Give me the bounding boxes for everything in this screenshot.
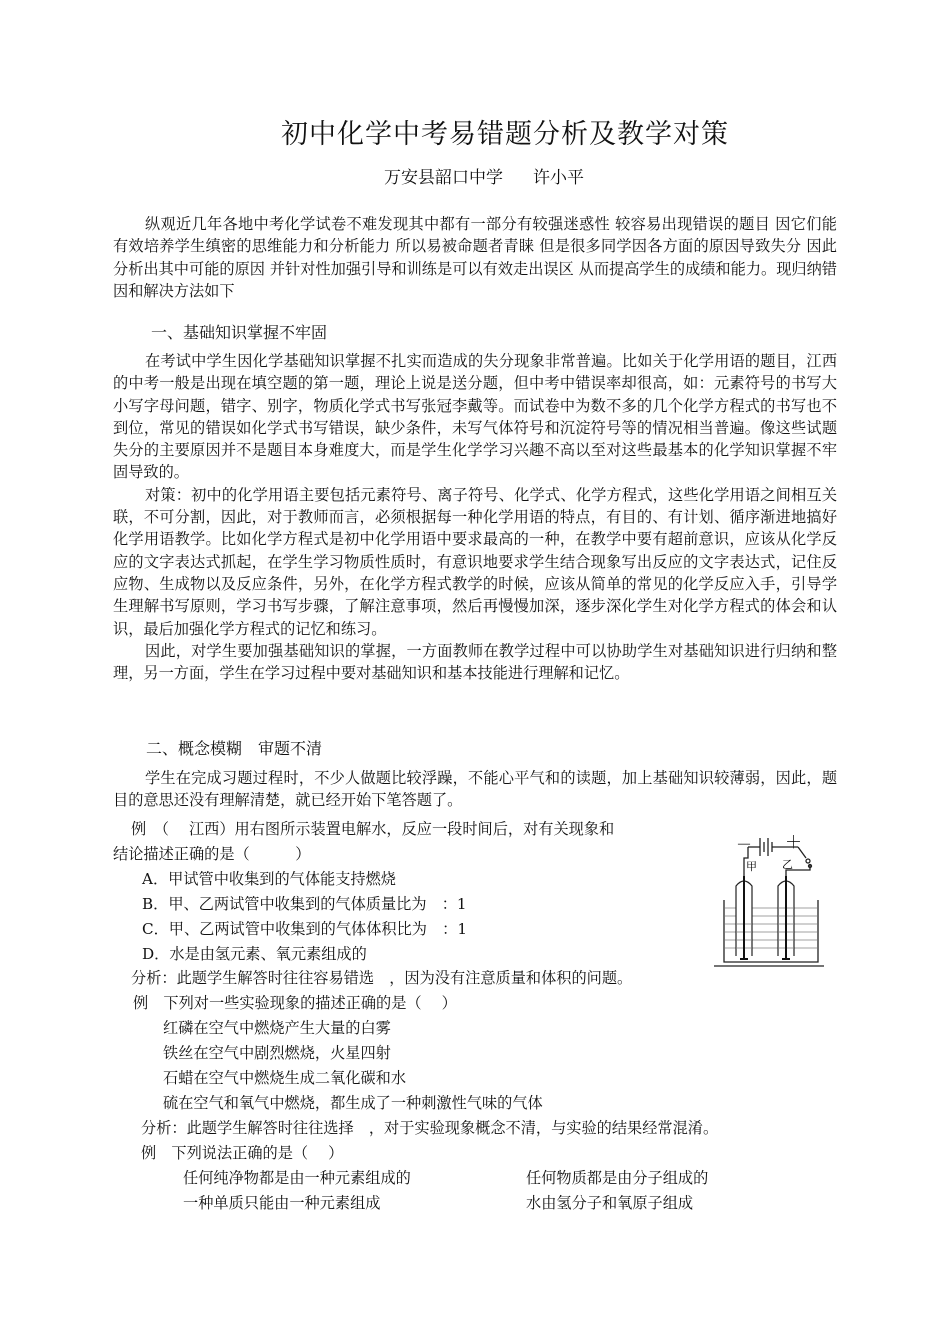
example2-option-2: 铁丝在空气中剧烈燃烧，火星四射 bbox=[163, 1044, 391, 1062]
example1-option-d: D．水是由氢元素、氧元素组成的 bbox=[142, 945, 367, 963]
example1-option-c: C．甲、乙两试管中收集到的气体体积比为 ：1 bbox=[142, 920, 468, 938]
section1-paragraph-3: 因此，对学生要加强基础知识的掌握，一方面教师在教学过程中可以协助学生对基础知识进行归纳和整理，另一方面，学生在学习过程中要对基础知识和基本技能进行理解和记忆。 bbox=[113, 641, 837, 683]
example1-stem-line2: 结论描述正确的是（ ） bbox=[113, 845, 311, 863]
example2-option-4: 硫在空气和氧气中燃烧，都生成了一种刺激性气味的气体 bbox=[163, 1094, 543, 1112]
plus-sign: ＋ bbox=[785, 833, 802, 853]
section1-heading: 一、基础知识掌握不牢固 bbox=[151, 323, 328, 342]
document-title: 初中化学中考易错题分析及教学对策 bbox=[281, 119, 729, 150]
water-trough bbox=[714, 900, 824, 966]
example1-stem-line1: 例 （ 江西）用右图所示装置电解水，反应一段时间后，对有关现象和 bbox=[131, 820, 615, 838]
example3-option-2: 任何物质都是由分子组成的 bbox=[526, 1169, 709, 1187]
tube-label-b: 乙 bbox=[782, 858, 793, 871]
example3-option-4: 水由氢分子和氧原子组成 bbox=[526, 1194, 694, 1212]
electrolysis-apparatus-drawing bbox=[706, 828, 826, 970]
example2-stem: 例 下列对一些实验现象的描述正确的是（ ） bbox=[133, 994, 457, 1012]
section2-paragraph-1: 学生在完成习题过程时，不少人做题比较浮躁，不能心平气和的读题，加上基础知识较薄弱，因此，题目的意思还没有理解清楚，就已经开始下笔答题了。 bbox=[113, 769, 837, 810]
intro-paragraph: 纵观近几年各地中考化学试卷不难发现其中都有一部分有较强迷惑性 较容易出现错误的题目 因它们能有效培养学生缜密的思维能力和分析能力 所以易被命题者青睐 但是很多同学因各方面的原因导致失分 因此 分析出其中可能的原因 并针对性加强引导和训练是可以有效走出误区 从而提高学生的成绩和能力。现归纳错因和解决方法如下 bbox=[113, 215, 837, 300]
author-name: 许小平 bbox=[533, 168, 584, 188]
example3-stem: 例 下列说法正确的是（ ） bbox=[141, 1144, 344, 1162]
section2-block bbox=[113, 767, 837, 812]
example2-option-1: 红磷在空气中燃烧产生大量的白雾 bbox=[163, 1019, 391, 1037]
author-line bbox=[384, 163, 584, 188]
author-school: 万安县韶口中学 bbox=[384, 168, 503, 188]
section2-heading: 二、概念模糊 审题不清 bbox=[146, 739, 323, 758]
section1-block bbox=[113, 350, 837, 684]
example2-analysis: 分析：此题学生解答时往往选择 ，对于实验现象概念不清，与实验的结果经常混淆。 bbox=[141, 1119, 719, 1137]
electrolysis-apparatus-figure bbox=[706, 828, 826, 974]
intro-block bbox=[113, 213, 837, 302]
section1-paragraph-2: 对策：初中的化学用语主要包括元素符号、离子符号、化学式、化学方程式，这些化学用语之间相互关联，不可分割，因此，对于教师而言，必须根据每一种化学用语的特点，有目的、有计划、循序渐进地搞好化学用语教学。比如化学方程式是初中化学用语中要求最高的一种，在教学中要有超前意识，应该从化学反应的文字表达式抓起，在学生学习物质性质时，有意识地要求学生结合现象写出反应的文字表达式，记住反应物、生成物以及反应条件，另外，在化学方程式教学的时候，应该从简单的常见的化学反应入手，引导学生理解书写原则，学习书写步骤，了解注意事项，然后再慢慢加深，逐步深化学生对化学方程式的体会和认识，最后加强化学方程式的记忆和练习。 bbox=[113, 485, 837, 638]
example1-option-a: A．甲试管中收集到的气体能支持燃烧 bbox=[142, 870, 396, 888]
example2-option-3: 石蜡在空气中燃烧生成二氧化碳和水 bbox=[163, 1069, 406, 1087]
example3-option-1: 任何纯净物都是由一种元素组成的 bbox=[183, 1169, 411, 1187]
minus-sign: － bbox=[736, 835, 753, 854]
tube-label-a: 甲 bbox=[746, 860, 757, 873]
example1-option-b: B．甲、乙两试管中收集到的气体质量比为 ：1 bbox=[142, 895, 467, 913]
example3-option-3: 一种单质只能由一种元素组成 bbox=[183, 1194, 381, 1212]
section1-paragraph-1: 在考试中学生因化学基础知识掌握不扎实而造成的失分现象非常普遍。比如关于化学用语的题目，江西的中考一般是出现在填空题的第一题，理论上说是送分题，但中考中错误率却很高，如：元素符号的书写大小写字母问题，错字、别字，物质化学式书写张冠李戴等。而试卷中为数不多的几个化学方程式的书写也不到位，常见的错误如化学式书写错误，缺少条件，未写气体符号和沉淀符号等的情况相当普遍。像这些试题失分的主要原因并不是题目本身难度大，而是学生化学学习兴趣不高以至对这些最基本的化学知识掌握不牢固导致的。 bbox=[113, 352, 837, 482]
example1-analysis: 分析：此题学生解答时往往容易错选 ，因为没有注意质量和体积的问题。 bbox=[131, 969, 633, 987]
